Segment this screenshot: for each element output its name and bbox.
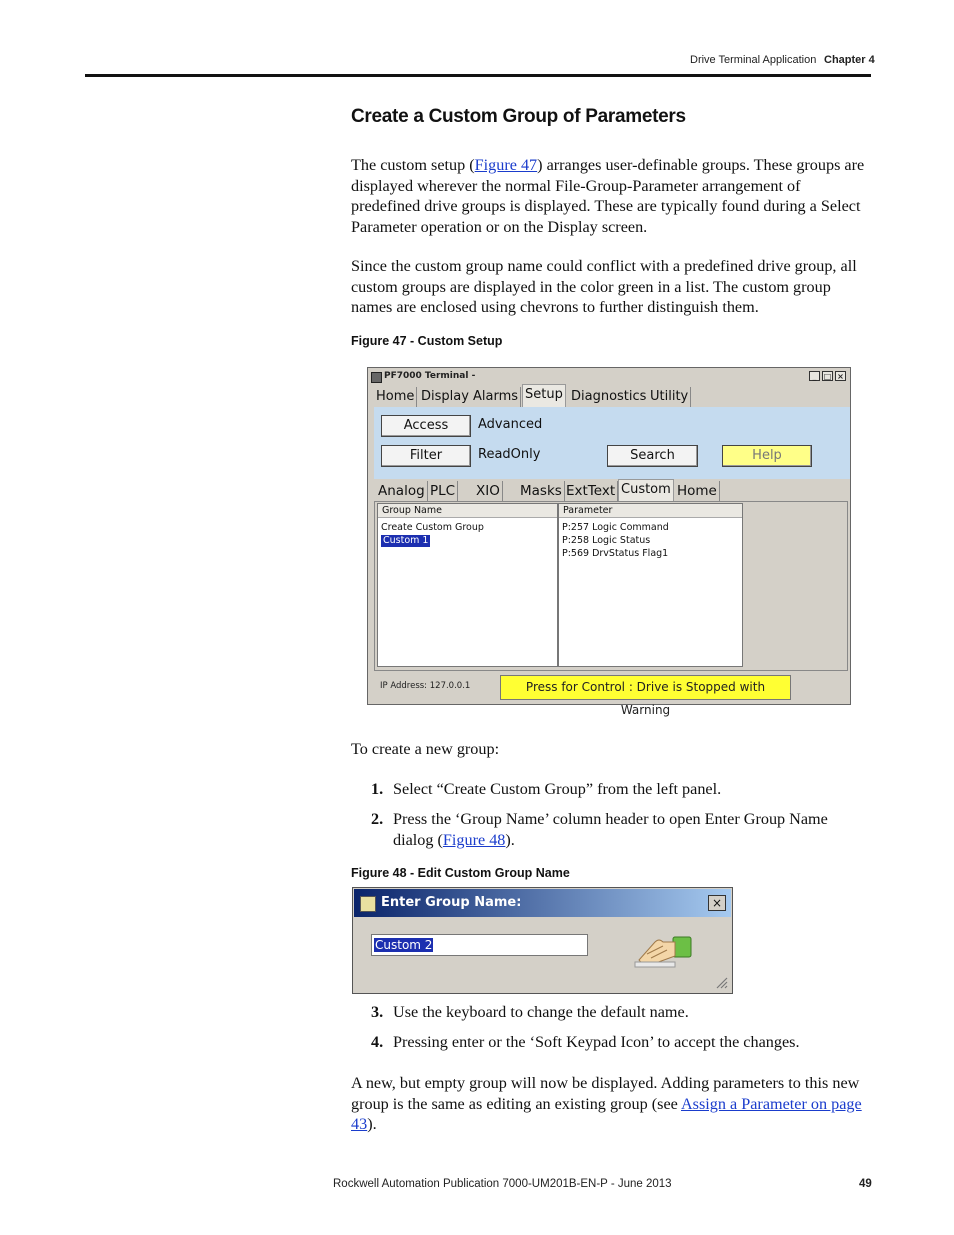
page-number: 49 [859,1178,872,1190]
subtab-exttext[interactable]: ExtText [564,481,618,501]
list-item-param[interactable]: P:569 DrvStatus Flag1 [562,548,669,559]
filter-value: ReadOnly [478,447,541,462]
enter-group-name-dialog [352,887,733,994]
conflict-paragraph: Since the custom group name could conflict with a predefined drive group, all custom groups are displayed in the color green in a list. The custom group names are enclosed using chevrons to further distinguish them. [351,257,857,316]
close-button[interactable]: × [835,371,846,381]
list-item-create-custom-group[interactable]: Create Custom Group [381,522,484,533]
tab-home[interactable]: Home [374,387,417,407]
list-item-param[interactable]: P:258 Logic Status [562,535,651,546]
figure-48-caption: Figure 48 - Edit Custom Group Name [351,866,570,880]
dialog-app-icon [360,896,376,912]
list-item-custom-1[interactable]: Custom 1 [383,535,429,546]
pf7000-terminal-window [367,367,851,717]
subtab-masks[interactable]: Masks [518,481,565,501]
search-button[interactable]: Search [607,445,698,467]
chapter-label: Chapter 4 [824,54,875,66]
window-title: PF7000 Terminal - [384,371,476,381]
group-name-header[interactable]: Group Name [378,504,557,518]
custom-lists-frame [374,501,848,671]
app-icon [371,372,382,383]
parameter-list[interactable] [558,503,743,667]
access-button[interactable]: Access [381,415,471,437]
subtab-plc[interactable]: PLC [428,481,458,501]
group-list[interactable] [377,503,558,667]
section-title: Create a Custom Group of Parameters [351,106,686,127]
dialog-close-button[interactable]: × [708,895,726,911]
closing-paragraph: A new, but empty group will now be displayed. Adding parameters to this new group is the same as editing an existing group (see Assign a Parameter on page 43). [351,1074,862,1133]
lead-text: To create a new group: [351,740,500,758]
dialog-titlebar [354,889,731,917]
subtab-xio[interactable]: XIO [474,481,503,501]
figure-47-caption: Figure 47 - Custom Setup [351,334,503,348]
control-status-button[interactable]: Press for Control : Drive is Stopped with Warning [500,675,791,700]
group-name-input[interactable] [371,934,588,956]
list-item-param[interactable]: P:257 Logic Command [562,522,669,533]
figure-48-link[interactable]: Figure 48 [442,830,506,849]
publication-footer: Rockwell Automation Publication 7000-UM201B-EN-P - June 2013 [333,1178,672,1190]
setup-panel [374,407,850,479]
soft-keypad-icon[interactable] [633,932,695,968]
tab-alarms[interactable]: Alarms [471,387,521,407]
subtab-custom[interactable]: Custom [618,479,674,502]
minimize-button[interactable]: _ [809,371,820,381]
maximize-button[interactable]: □ [823,372,832,381]
ip-address: IP Address: 127.0.0.1 [380,681,471,691]
dialog-title: Enter Group Name: [381,895,522,910]
running-header: Drive Terminal Application [690,54,817,66]
parameter-header[interactable]: Parameter [559,504,742,518]
window-titlebar [370,370,848,384]
help-button[interactable]: Help [722,445,812,467]
tab-utility[interactable]: Utility [648,387,691,407]
header-rule [85,74,871,77]
subtab-home[interactable]: Home [675,481,720,501]
tab-setup[interactable]: Setup [522,384,566,408]
assign-parameter-link[interactable]: Assign a Parameter on page 43 [351,1094,862,1133]
figure-47-link[interactable]: Figure 47 [474,156,538,174]
intro-paragraph: The custom setup (Figure 47) arranges user-definable groups. These groups are displayed wherever the normal File-Group-Parameter arrangement of predefined drive groups is displayed. These are typically found during a Select Parameter operation or on the Display screen. [351,156,865,236]
subtab-analog[interactable]: Analog [376,481,428,501]
resize-grip-icon[interactable] [714,975,728,989]
filter-button[interactable]: Filter [381,445,471,467]
access-level-value: Advanced [478,417,543,432]
tab-diagnostics[interactable]: Diagnostics [569,387,649,407]
group-name-value: Custom 2 [375,938,433,952]
tab-display[interactable]: Display [419,387,472,407]
